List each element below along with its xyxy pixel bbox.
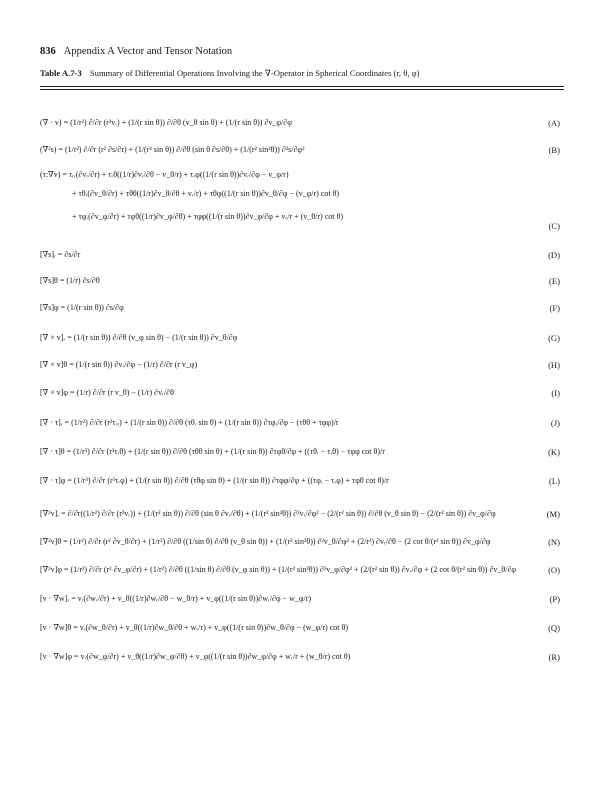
equation-k-line-1: [∇ · τ]θ = (1/r³) ∂/∂r (r³τᵣθ) + (1/(r sin θ)) ∂/∂θ (τθθ sin θ) + (1/(r sin θ)) ∂τφθ/∂φ + ((τθᵣ − τᵣθ) − τφφ cot θ)/r bbox=[40, 447, 385, 456]
equation-c-label: (C) bbox=[548, 221, 560, 231]
equation-f bbox=[40, 303, 560, 313]
equation-h-label: (H) bbox=[548, 360, 560, 370]
equation-q-label: (Q) bbox=[548, 623, 560, 633]
equation-l-line-1: [∇ · τ]φ = (1/r³) ∂/∂r (r³τᵣφ) + (1/(r sin θ)) ∂/∂θ (τθφ sin θ) + (1/(r sin θ)) ∂τφφ/∂φ + ((τφᵣ − τᵣφ) + τφθ cot θ)/r bbox=[40, 476, 389, 485]
table-number: Table A.7-3 bbox=[40, 68, 82, 78]
equation-a-line-1: (∇ · v) = (1/r²) ∂/∂r (r²vᵣ) + (1/(r sin θ)) ∂/∂θ (v_θ sin θ) + (1/(r sin θ)) ∂v_φ/∂φ bbox=[40, 118, 292, 127]
equation-j-line-1: [∇ · τ]ᵣ = (1/r²) ∂/∂r (r²τᵣᵣ) + (1/(r sin θ)) ∂/∂θ (τθᵣ sin θ) + (1/(r sin θ)) ∂τφᵣ/∂φ − (τθθ + τφφ)/r bbox=[40, 418, 339, 427]
equation-i-line-1: [∇ × v]φ = (1/r) ∂/∂r (r v_θ) − (1/r) ∂vᵣ/∂θ bbox=[40, 388, 174, 397]
equation-j bbox=[40, 418, 560, 428]
caption-rule-bottom bbox=[40, 89, 564, 90]
equation-p bbox=[40, 594, 560, 604]
equation-n-label: (N) bbox=[548, 537, 560, 547]
table-caption bbox=[40, 68, 564, 79]
equation-h bbox=[40, 360, 560, 370]
equation-c-line-1 bbox=[40, 170, 560, 180]
equation-n-line-1: [∇²v]θ = (1/r²) ∂/∂r (r² ∂v_θ/∂r) + (1/r²) ∂/∂θ ((1/sin θ) ∂/∂θ (v_θ sin θ)) + (1/(r² sin²θ)) ∂²v_θ/∂φ² + (2/r²) ∂vᵣ/∂θ − (2 cot θ/(r² sin θ)) ∂v_φ/∂φ bbox=[40, 537, 491, 546]
equation-d-line-1: [∇s]ᵣ = ∂s/∂r bbox=[40, 250, 81, 259]
equation-c-line-3 bbox=[72, 212, 560, 221]
equation-g-label: (G) bbox=[548, 333, 560, 343]
equation-f-label: (F) bbox=[549, 303, 560, 313]
equation-o-label: (O) bbox=[548, 565, 560, 575]
equation-b-label: (B) bbox=[548, 145, 560, 155]
equation-c-text-1: (τ:∇v) = τᵣᵣ(∂vᵣ/∂r) + τᵣθ((1/r)∂vᵣ/∂θ − v_θ/r) + τᵣφ((1/(r sin θ))∂vᵣ/∂φ − v_φ/r) bbox=[40, 170, 289, 179]
equation-d bbox=[40, 250, 560, 260]
equation-k bbox=[40, 447, 560, 457]
equation-e bbox=[40, 276, 560, 286]
equation-m-label: (M) bbox=[546, 509, 560, 519]
equation-o-line-1: [∇²v]φ = (1/r²) ∂/∂r (r² ∂v_φ/∂r) + (1/r²) ∂/∂θ ((1/sin θ) ∂/∂θ (v_φ sin θ)) + (1/(r² sin²θ)) ∂²v_φ/∂φ² + (2/(r² sin θ)) ∂vᵣ/∂φ + (2 cot θ/(r² sin θ)) ∂v_θ/∂φ bbox=[40, 565, 517, 574]
equation-f-line-1: [∇s]φ = (1/(r sin θ)) ∂s/∂φ bbox=[40, 303, 124, 312]
equation-b-line-1: (∇²s) = (1/r²) ∂/∂r (r² ∂s/∂r) + (1/(r² sin θ)) ∂/∂θ (sin θ ∂s/∂θ) + (1/(r² sin²θ)) ∂²s/∂φ² bbox=[40, 145, 305, 154]
equation-d-label: (D) bbox=[548, 250, 560, 260]
equation-l bbox=[40, 476, 560, 486]
page-number: 836 bbox=[40, 46, 56, 57]
equation-b bbox=[40, 145, 560, 155]
equation-h-line-1: [∇ × v]θ = (1/(r sin θ)) ∂vᵣ/∂φ − (1/r) ∂/∂r (r v_φ) bbox=[40, 360, 198, 369]
equation-p-label: (P) bbox=[549, 594, 560, 604]
equation-e-label: (E) bbox=[549, 276, 560, 286]
equation-q bbox=[40, 623, 560, 633]
equation-j-label: (J) bbox=[550, 418, 560, 428]
equation-c-text-2: + τθᵣ(∂v_θ/∂r) + τθθ((1/r)∂v_θ/∂θ + vᵣ/r) + τθφ((1/(r sin θ))∂v_θ/∂φ − (v_φ/r) cot θ) bbox=[72, 189, 340, 198]
table-caption-text: Summary of Differential Operations Involving the ∇-Operator in Spherical Coordinates (r, θ, φ) bbox=[89, 68, 420, 78]
equation-g bbox=[40, 333, 560, 343]
equation-o bbox=[40, 565, 560, 575]
equation-i bbox=[40, 388, 560, 398]
equation-c-text-3: + τφᵣ(∂v_φ/∂r) + τφθ((1/r)∂v_φ/∂θ) + τφφ((1/(r sin θ))∂v_φ/∂φ + vᵣ/r + (v_θ/r) cot θ) bbox=[72, 212, 343, 221]
equation-r bbox=[40, 652, 560, 662]
running-header bbox=[40, 46, 232, 57]
equation-c-line-2 bbox=[72, 189, 339, 198]
running-title: Appendix A Vector and Tensor Notation bbox=[63, 46, 233, 57]
equation-a-label: (A) bbox=[548, 118, 560, 128]
equation-n bbox=[40, 537, 560, 547]
equation-p-line-1: [v · ∇w]ᵣ = vᵣ(∂wᵣ/∂r) + v_θ((1/r)∂wᵣ/∂θ − w_θ/r) + v_φ((1/(r sin θ))∂wᵣ/∂φ − w_φ/r) bbox=[40, 594, 312, 603]
equation-m-line-1: [∇²v]ᵣ = ∂/∂r((1/r²) ∂/∂r (r²vᵣ)) + (1/(r² sin θ)) ∂/∂θ (sin θ ∂vᵣ/∂θ) + (1/(r² sin²θ)) ∂²vᵣ/∂φ² − (2/(r² sin θ)) ∂/∂θ (v_θ sin θ) − (2/(r² sin θ)) ∂v_φ/∂φ bbox=[40, 509, 496, 518]
equation-r-label: (R) bbox=[548, 652, 560, 662]
equation-q-line-1: [v · ∇w]θ = vᵣ(∂w_θ/∂r) + v_θ((1/r)∂w_θ/∂θ + wᵣ/r) + v_φ((1/(r sin θ))∂w_θ/∂φ − (w_φ/r) cot θ) bbox=[40, 623, 348, 632]
equation-r-line-1: [v · ∇w]φ = vᵣ(∂w_φ/∂r) + v_θ((1/r)∂w_φ/∂θ) + v_φ((1/(r sin θ))∂w_φ/∂φ + wᵣ/r + (w_θ/r) cot θ) bbox=[40, 652, 351, 661]
equation-g-line-1: [∇ × v]ᵣ = (1/(r sin θ)) ∂/∂θ (v_φ sin θ) − (1/(r sin θ)) ∂v_θ/∂φ bbox=[40, 333, 238, 342]
equation-k-label: (K) bbox=[548, 447, 560, 457]
equation-m bbox=[40, 509, 560, 519]
equation-e-line-1: [∇s]θ = (1/r) ∂s/∂θ bbox=[40, 276, 100, 285]
equation-l-label: (L) bbox=[549, 476, 560, 486]
equation-i-label: (I) bbox=[551, 388, 560, 398]
caption-rule-top bbox=[40, 86, 564, 87]
equation-a bbox=[40, 118, 560, 128]
